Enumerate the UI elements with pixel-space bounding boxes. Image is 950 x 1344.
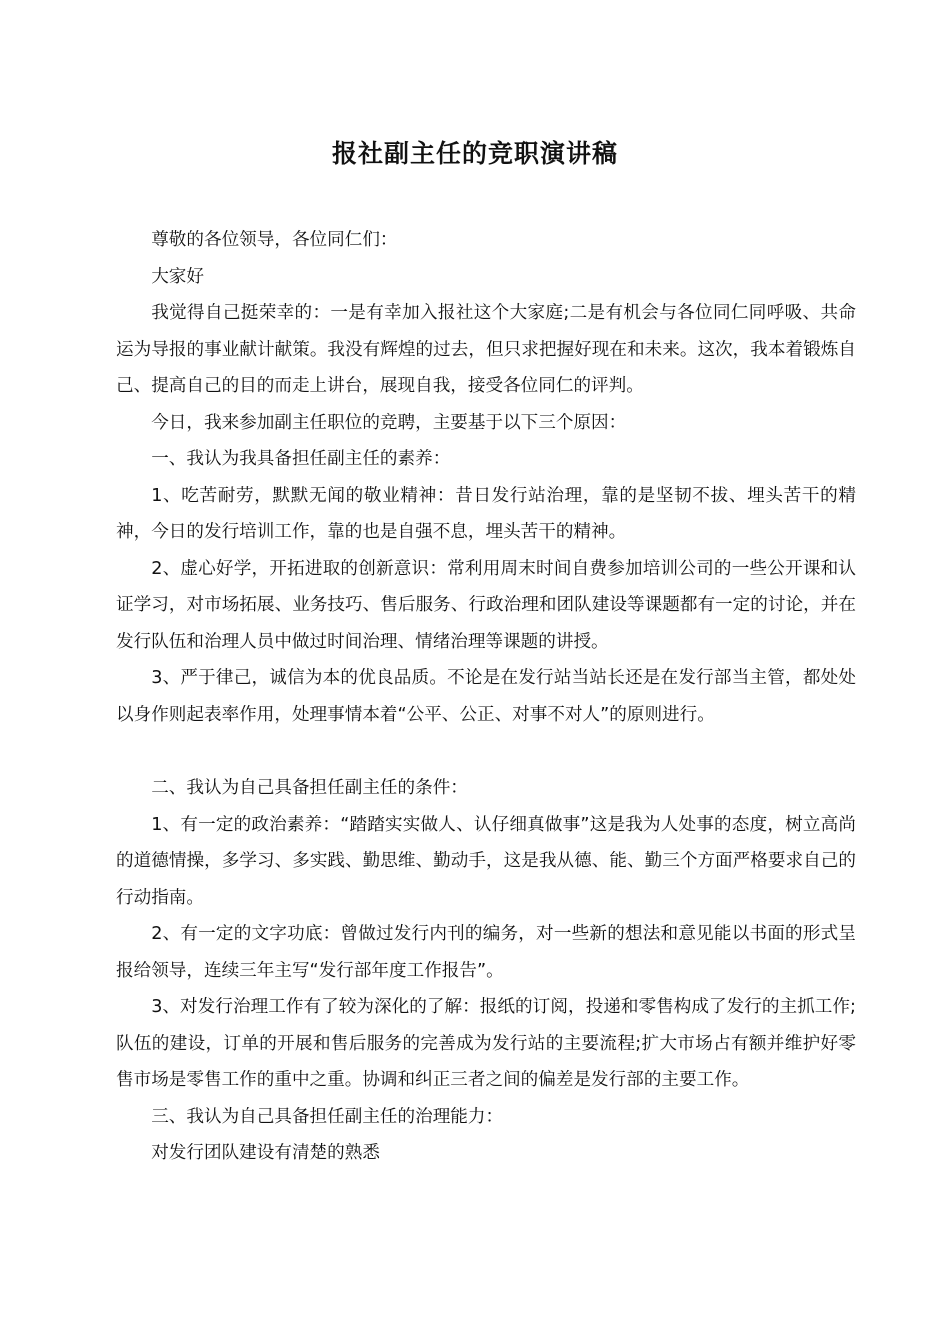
paragraph-2-2: 2、有一定的文字功底：曾做过发行内刊的编务，对一些新的想法和意见能以书面的形式呈报给领导，连续三年主写“发行部年度工作报告”。 <box>116 924 856 981</box>
section-heading-1: 一、我认为我具备担任副主任的素养： <box>151 449 451 469</box>
section-heading-2: 二、我认为自己具备担任副主任的条件： <box>151 778 468 798</box>
paragraph-greeting: 大家好 <box>151 266 204 287</box>
paragraph-1-3: 3、严于律己，诚信为本的优良品质。不论是在发行站当站长还是在发行部当主管，都处处以身作则起表率作用，处理事情本着“公平、公正、对事不对人”的原则进行。 <box>116 668 856 725</box>
document-title: 报社副主任的竞职演讲稿 <box>331 139 618 168</box>
paragraph-1-1: 1、吃苦耐劳，默默无闻的敬业精神：昔日发行站治理，靠的是坚韧不拔、埋头苦干的精神，今日的发行培训工作，靠的也是自强不息，埋头苦干的精神。 <box>116 485 856 542</box>
paragraph-3-1: 对发行团队建设有清楚的熟悉 <box>151 1143 380 1163</box>
paragraph-salutation: 尊敬的各位领导，各位同仁们： <box>151 230 398 250</box>
paragraph-2-1: 1、有一定的政治素养：“踏踏实实做人、认仔细真做事”这是我为人处事的态度，树立高尚的道德情操，多学习、多实践、勤思维、勤动手，这是我从德、能、勤三个方面严格要求自己的行动指南。 <box>116 814 856 908</box>
paragraph-intro: 我觉得自己挺荣幸的：一是有幸加入报社这个大家庭;二是有机会与各位同仁同呼吸、共命运为导报的事业献计献策。我没有辉煌的过去，但只求把握好现在和未来。这次，我本着锻炼自己、提高自己的目的而走上讲台，展现自我，接受各位同仁的评判。 <box>116 303 856 396</box>
paragraph-reasons-lead: 今日，我来参加副主任职位的竞聘，主要基于以下三个原因： <box>151 412 627 433</box>
paragraph-1-2: 2、虚心好学，开拓进取的创新意识：常利用周末时间自费参加培训公司的一些公开课和认证学习，对市场拓展、业务技巧、售后服务、行政治理和团队建设等课题都有一定的讨论，并在发行队伍和治理人员中做过时间治理、情绪治理等课题的讲授。 <box>116 558 856 652</box>
document-body <box>116 222 856 1172</box>
paragraph-2-3: 3、对发行治理工作有了较为深化的了解：报纸的订阅，投递和零售构成了发行的主抓工作;队伍的建设，订单的开展和售后服务的完善成为发行站的主要流程;扩大市场占有额并维护好零售市场是零售工作的重中之重。协调和纠正三者之间的偏差是发行部的主要工作。 <box>116 997 856 1090</box>
section-heading-3: 三、我认为自己具备担任副主任的治理能力： <box>151 1106 504 1127</box>
